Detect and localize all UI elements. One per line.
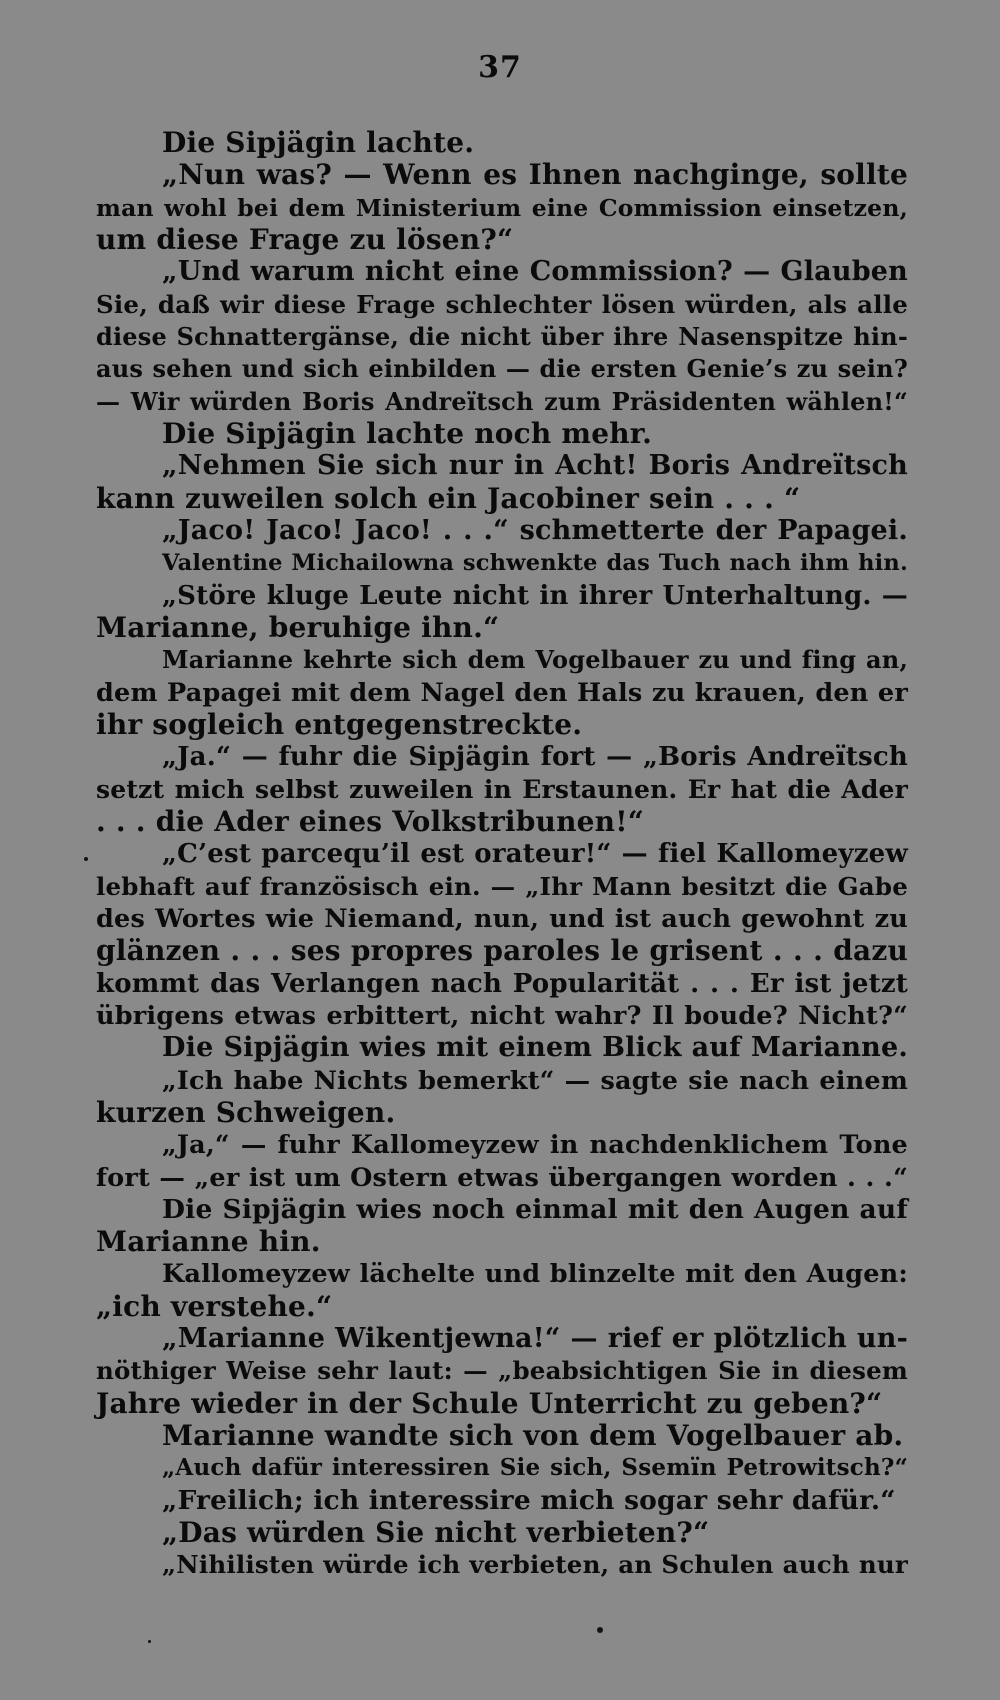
text-line: — Wir würden Boris Andreïtsch zum Präsidenten wählen!“ <box>96 386 908 416</box>
text-line: fort — „er ist um Ostern etwas übergangen worden . . .“ <box>96 1162 908 1193</box>
text-line: des Wortes wie Niemand, nun, und ist auch gewohnt zu <box>96 903 908 934</box>
text-line: Die Sipjägin wies noch einmal mit den Augen auf <box>162 1193 908 1225</box>
text-line: glänzen . . . ses propres paroles le grisent . . . dazu <box>96 934 908 968</box>
text-line: lebhaft auf französisch ein. — „Ihr Mann besitzt die Gabe <box>96 871 908 901</box>
text-line: „Freilich; ich interessire mich sogar sehr dafür.“ <box>162 1484 896 1516</box>
text-line: „Ja,“ — fuhr Kallomeyzew in nachdenklichem Tone <box>162 1130 908 1161</box>
text-line: „Auch dafür interessiren Sie sich, Ssemïn Petrowitsch?“ <box>162 1454 908 1482</box>
text-line: Sie, daß wir diese Frage schlechter lösen würden, als alle <box>96 289 908 319</box>
scan-speck <box>597 1627 603 1633</box>
body-text <box>96 127 908 1582</box>
text-line: kann zuweilen solch ein Jacobiner sein . . . “ <box>96 481 801 515</box>
text-line: „Jaco! Jaco! Jaco! . . .“ schmetterte der Papagei. <box>162 514 908 546</box>
text-line: ihr sogleich entgegenstreckte. <box>96 707 583 741</box>
text-line: Marianne kehrte sich dem Vogelbauer zu und fing an, <box>162 645 908 675</box>
text-line: „Nehmen Sie sich nur in Acht! Boris Andreïtsch <box>162 450 908 482</box>
text-line: „Ja.“ — fuhr die Sipjägin fort — „Boris Andreïtsch <box>162 742 908 773</box>
text-line: diese Schnattergänse, die nicht über ihre Nasenspitze hin- <box>96 321 908 351</box>
text-line: nöthiger Weise sehr laut: — „beabsichtigen Sie in diesem <box>96 1356 908 1386</box>
text-line: übrigens etwas erbittert, nicht wahr? Il boude? Nicht?“ <box>96 1000 908 1031</box>
text-line: „Nun was? — Wenn es Ihnen nachginge, sollte <box>162 158 908 192</box>
text-line: um diese Frage zu lösen?“ <box>96 222 514 256</box>
text-line: Die Sipjägin lachte noch mehr. <box>162 416 653 450</box>
scan-speck <box>148 1640 151 1643</box>
text-line: Marianne hin. <box>96 1225 321 1259</box>
text-line: setzt mich selbst zuweilen in Erstaunen. Er hat die Ader <box>96 774 908 804</box>
text-line: „Und warum nicht eine Commission? — Glauben <box>162 256 908 288</box>
text-line: „ich verstehe.“ <box>96 1289 333 1323</box>
scan-speck <box>84 857 88 861</box>
text-line: Marianne wandte sich von dem Vogelbauer ab. <box>162 1419 904 1453</box>
text-line: „Störe kluge Leute nicht in ihrer Unterhaltung. — <box>162 580 908 611</box>
text-line: man wohl bei dem Ministerium eine Commission einsetzen, <box>96 193 908 222</box>
text-line: „Ich habe Nichts bemerkt“ — sagte sie nach einem <box>162 1065 908 1096</box>
text-line: . . . die Ader eines Volkstribunen!“ <box>96 804 645 838</box>
text-line: Marianne, beruhige ihn.“ <box>96 610 500 644</box>
text-line: „Nihilisten würde ich verbieten, an Schulen auch nur <box>162 1550 908 1580</box>
page-number: 37 <box>478 50 522 85</box>
text-line: „C’est parcequ’il est orateur!“ — fiel Kallomeyzew <box>162 839 908 870</box>
text-line: Die Sipjägin wies mit einem Blick auf Marianne. <box>162 1032 908 1064</box>
text-line: kommt das Verlangen nach Popularität . . . Er ist jetzt <box>96 968 908 999</box>
text-line: kurzen Schweigen. <box>96 1095 396 1129</box>
text-line: Kallomeyzew lächelte und blinzelte mit den Augen: <box>162 1259 908 1290</box>
text-line: Valentine Michailowna schwenkte das Tuch nach ihm hin. <box>162 550 908 577</box>
text-line: „Das würden Sie nicht verbieten?“ <box>162 1516 710 1550</box>
text-line: aus sehen und sich einbilden — die ersten Genie’s zu sein? <box>96 354 908 384</box>
text-line: Jahre wieder in der Schule Unterricht zu geben?“ <box>96 1386 883 1420</box>
text-line: dem Papagei mit dem Nagel den Hals zu krauen, den er <box>96 677 908 708</box>
text-line: „Marianne Wikentjewna!“ — rief er plötzlich un- <box>162 1323 908 1355</box>
text-line: Die Sipjägin lachte. <box>162 126 475 159</box>
